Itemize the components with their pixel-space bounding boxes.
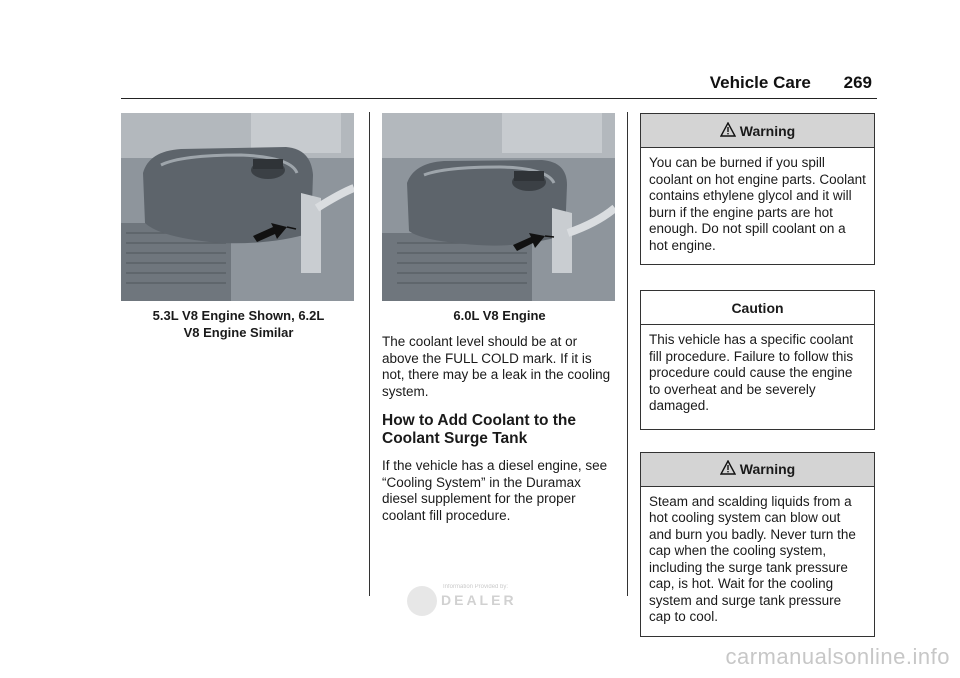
column-3	[640, 113, 875, 637]
column-2	[382, 113, 617, 524]
warning-box-2-text: Steam and scalding liquids from a hot cooling system can blow out and burn you badly. Never turn the cap when the cooling system, including the surge tank pressure cap, is hot. Wait for the cooling system and surge tank pressure cap to cool.	[649, 493, 856, 624]
warning-box-1-text: You can be burned if you spill coolant on hot engine parts. Coolant contains ethylene glycol and it will burn if the engine parts are hot enough. Do not spill coolant on a hot engine.	[649, 155, 866, 253]
section-heading: How to Add Coolant to the Coolant Surge Tank	[382, 412, 576, 447]
section-title: Vehicle Care	[709, 73, 811, 92]
coolant-level-paragraph: The coolant level should be at or above the FULL COLD mark. If it is not, there may be a leak in the cooling system.	[382, 334, 611, 399]
footer-site: carmanualsonline.info	[725, 644, 950, 669]
photo-caption-2: 6.0L V8 Engine	[453, 308, 546, 323]
caution-box	[640, 290, 875, 430]
photo-caption-1: 5.3L V8 Engine Shown, 6.2L V8 Engine Similar	[152, 308, 325, 340]
diesel-note-paragraph: If the vehicle has a diesel engine, see “Cooling System” in the Duramax diesel supplement for the proper coolant fill procedure.	[382, 458, 608, 523]
warning-box-1	[640, 113, 875, 265]
engine-photo-5-3l	[121, 113, 354, 301]
dealer-watermark: Information Provided by: DEALER	[405, 582, 550, 622]
warning-triangle-icon	[720, 122, 736, 140]
column-divider-1	[369, 112, 370, 596]
warning-box-2	[640, 452, 875, 637]
column-1	[121, 113, 356, 341]
warning-box-2-header: Warning	[641, 453, 874, 487]
page-number: 269	[843, 73, 872, 92]
column-divider-2	[627, 112, 628, 596]
caution-box-header: Caution	[641, 291, 874, 325]
page-header	[710, 73, 872, 93]
warning-triangle-icon	[720, 460, 736, 478]
caution-box-text: This vehicle has a specific coolant fill procedure. Failure to follow this procedure could cause the engine to overheat and be severely damaged.	[649, 332, 854, 413]
header-rule	[121, 98, 877, 99]
dealer-logo-icon	[407, 586, 437, 616]
warning-box-1-header: Warning	[641, 114, 874, 148]
engine-photo-6-0l	[382, 113, 615, 301]
